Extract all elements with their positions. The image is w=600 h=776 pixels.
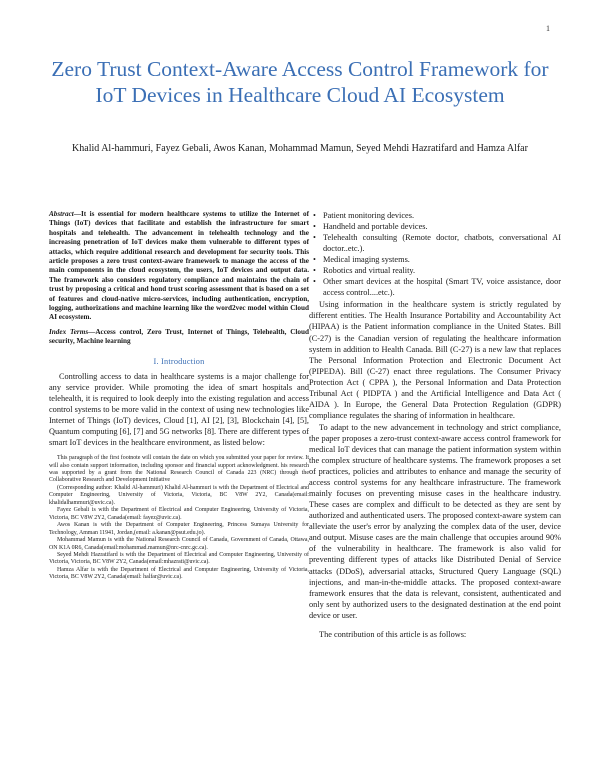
- footnote: (Corresponding author: Khalid Al-hammuri) Khalid Al-hammuri is with the Department of Electrical and Computer Engineering, University of Victoria, Victoria, BC V8W 2Y2, Canada(email: khalidalhammuri@uvic.ca).: [49, 484, 309, 506]
- bullet-icon: •: [313, 222, 316, 232]
- bullet-icon: •: [313, 277, 316, 287]
- abstract-text: —It is essential for modern healthcare systems to utilize the Internet of Things (IoT) devices that facilitate and establish the infrastructure for smart hospitals and telehealth. The advancement in telehealth technology and the increasing penetration of IoT devices make them vulnerable to different types of attacks, which require additional research and development for security tools. This article proposes a zero trust context-aware framework to manage the access of the main components in the cloud ecosystem, the users, IoT devices and output data. The framework also considers regulatory compliance and maintains the chain of trust by proposing a critical and hond trust scoring assessment that is based on a set of features and cloud-native micro-services, including authentication, encryption, logging, authorizations and machine learning like the word2vec model within Cloud AI ecosystem.: [49, 210, 309, 322]
- footnote: Hamza Alfar is with the Department of Electrical and Computer Engineering, University of Victoria, Victoria, BC V8W 2Y2, Canada(email: halfar@uvic.ca).: [49, 566, 309, 581]
- index-terms-text: —Access control, Zero Trust, Internet of Things, Telehealth, Cloud security, Machine learning: [49, 327, 310, 346]
- footnote: This paragraph of the first footnote will contain the date on which you submitted your paper for review. It will also contain support information, including sponsor and financial support acknowledgment. his research was supported by a grant from the National Research Council of Canada 223 (NRC) through the Collaborative Research and Development Initiative: [49, 455, 309, 484]
- page-number: 1: [546, 24, 550, 33]
- contribution-paragraph: The contribution of this article is as follows:: [319, 629, 467, 639]
- bullet-icon: •: [313, 233, 316, 243]
- footnotes: [49, 455, 309, 582]
- paper-title: Zero Trust Context-Aware Access Control Framework for IoT Devices in Healthcare Cloud AI Ecosystem: [51, 57, 549, 107]
- list-item: • Handheld and portable devices.: [313, 222, 428, 232]
- bullet-icon: •: [313, 211, 316, 220]
- regulation-paragraph: Using information in the healthcare system is strictly regulated by different entities. The Health Insurance Portability and Accountability Act (HIPAA) is the Patient information compliance in the United States. Bill (C-27) is the Canadian version of regulating the healthcare information system in addition to Health Canada. Bill (C-27) is a new law that replaces The Personal Information Protection and Electronic Document Act (PIPEDA). Bill (C-27) enact three regulations. The Consumer Privacy Protection Act ( CPPA ), the Personal Information and Data Protection Tribunal Act ( PIDPTA ) and the Artificial Intelligence and Data Act ( AIDA ). In Europe, the General Data Protection Regulation (GDPR) compliance regulates the sharing of information in healthcare.: [309, 300, 561, 420]
- bullet-icon: •: [313, 255, 316, 265]
- bullet-icon: •: [313, 266, 316, 276]
- footnote: Mohammad Mamun is with the National Research Council of Canada, Government of Canada, Ottawa, ON K1A 0R6, Canada(email:mohammad.mamun@nrc-cnrc.gc.ca).: [49, 537, 309, 551]
- device-list: [309, 210, 561, 298]
- list-item: • Robotics and virtual reality.: [313, 266, 416, 276]
- left-column: [49, 210, 309, 582]
- list-item: • Patient monitoring devices.: [313, 211, 415, 220]
- index-terms: [49, 328, 309, 347]
- list-item: • Other smart devices at the hospital (Smart TV, voice assistance, door access control....etc.).: [313, 277, 561, 298]
- footnote: Awos Kanan is with the Department of Computer Engineering, Princess Sumaya University for Technology, Amman 11941, Jordan,(email: a.kanan@psut.edu.jo).: [49, 522, 309, 536]
- abstract-label: Abstract: [49, 210, 74, 218]
- index-terms-label: Index Terms: [49, 327, 89, 336]
- footnote: Seyed Mehdi Hazratifard is with the Department of Electrical and Computer Engineering, University of Victoria, Victoria, BC V8W 2Y2, Canada(email:mhazrati@uvic.ca).: [49, 551, 309, 566]
- list-item: • Medical imaging systems.: [313, 255, 410, 265]
- footnote: Fayez Gebali is with the Department of Electrical and Computer Engineering, University of Victoria, Victoria, BC V8W 2Y2, Canada(email: fayez@uvic.ca).: [49, 507, 309, 521]
- section-heading-introduction: I. Introduction: [153, 356, 205, 366]
- abstract: [49, 210, 309, 323]
- list-item: • Telehealth consulting (Remote doctor, chatbots, conversational AI doctor..etc.).: [313, 233, 561, 254]
- intro-paragraph: Controlling access to data in healthcare systems is a major challenge for any service provider. While promoting the idea of smart hospitals and telehealth, it is required to look deeply into the existing regulation and access control systems to be more valid in the context of using new technologies like Internet of Things (IoT) devices, Cloud [1], AI [2], [3], Blockchain [4], [5], Quantum computing [6], [7] and 5G networks [8]. There are different types of smart IoT devices in the healthcare environment, as listed below:: [49, 371, 309, 448]
- author-list: Khalid Al-hammuri, Fayez Gebali, Awos Kanan, Mohammad Mamun, Seyed Mehdi Hazratifard and Hamza Alfar: [72, 143, 528, 154]
- right-column: [309, 210, 561, 640]
- framework-paragraph: To adapt to the new advancement in technology and strict compliance, the paper proposes a zero-trust context-aware access control framework for medical IoT devices that can manage the patient information system within the complex structure of healthcare systems. The framework proposes a set of practices, policies and attributes to enhance and manage the security of access control systems for any healthcare infrastructure. The framework mainly focuses on preventing misuse cases in the healthcare industry. These cases are complex and difficult to be detected as they are sent by authorized and authenticated users. The proposed context-aware system can alleviate the user's error by analyzing the complex data of the user, device and output. Misuse cases are the main challenge that occupies around 90% of the vulnerability in healthcare. The framework is also valid for preventing different types of attacks like Distributed Denial of Service attacks (DDoS), adversarial attacks, Structured Query Language (SQL) injections, and man-in-the-middle attacks. The proposed context-aware framework ensures that the data is relevant, consistent, authenticated and only sent by authorized users to the designated destination at the end point device or user.: [309, 422, 561, 620]
